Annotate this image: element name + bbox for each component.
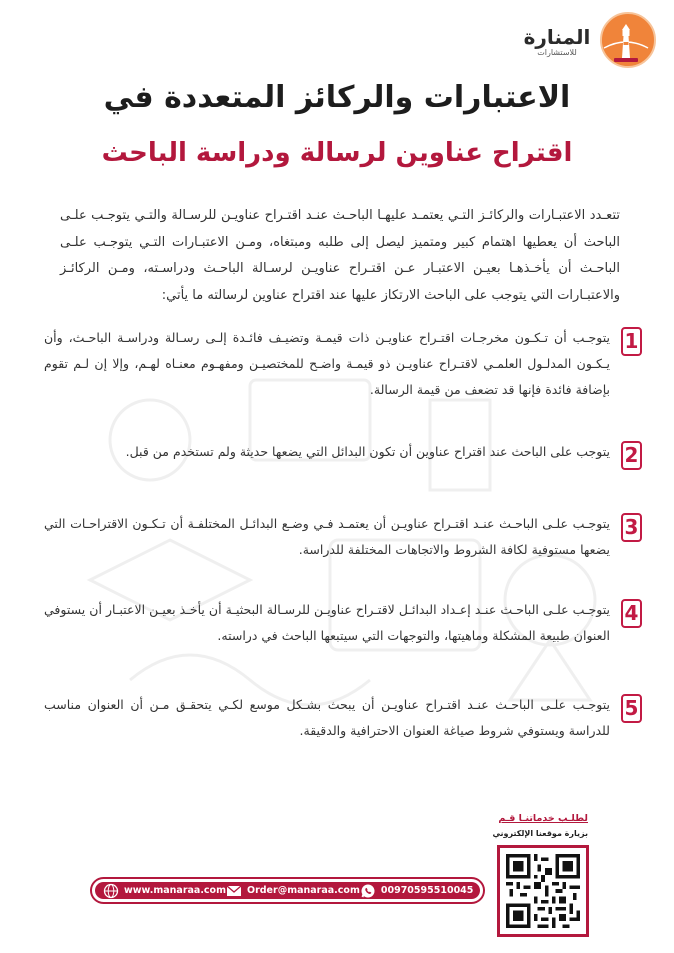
contact-bar xyxy=(90,877,485,904)
item-number-badge: 3 xyxy=(621,513,642,542)
email-text: Order@manaraa.com xyxy=(247,885,360,896)
whatsapp-icon xyxy=(360,883,376,899)
qr-call-to-action: لطلـب خدماتنـا قـم xyxy=(498,813,588,824)
page-subtitle: اقتراح عناوين لرسالة ودراسة الباحث xyxy=(101,138,573,168)
item-number-badge: 1 xyxy=(621,327,642,356)
item-number-badge: 4 xyxy=(621,599,642,628)
globe-icon xyxy=(103,883,119,899)
logo-name: المنارة xyxy=(523,25,591,49)
email-link[interactable] xyxy=(226,883,360,899)
item-number-badge: 2 xyxy=(621,441,642,470)
item-text: يتوجب على الباحث عند اقتراح عناوين أن تكون البدائل التي يضعها حديثة ولم تستخدم من قبل. xyxy=(125,444,610,459)
qr-caption: بزيارة موقعنا الإلكتروني xyxy=(492,829,588,838)
list-item xyxy=(46,511,642,591)
website-link[interactable] xyxy=(103,883,226,899)
intro-paragraph: تتعـدد الاعتبـارات والركائـز التـي يعتمـد عليهـا الباحـث عنـد اقتـراح عناويـن للرسـالة والتـي يتوجـب علـى الباحث أن يعطيها اهتمام كبير ومتميز ليصل إلى طلبه ومبتغاه، ومـن الاعتبـارات التـي يتوجـب علـى الباحـث أن يأخـذهـا بعيـن الاعتبـار عـن اقتـراح عناويـن لرسـالة الباحـث ودراسـته، ومـن الركائـز والاعتبـارات التي يتوجب على الباحث الارتكاز عليها عند اقتراح عناوين لرسالته ما يأتي: xyxy=(60,208,620,303)
page-title: الاعتبارات والركائز المتعددة في xyxy=(103,80,571,115)
envelope-icon xyxy=(226,883,242,899)
brand-logo xyxy=(516,12,656,72)
item-text: يتوجـب علـى الباحـث عنـد اقتـراح عناويـن أن يعتمـد فـي وضـع البدائـل المختلفـة أن تـكـون الاقتراحـات التي يضعها مستوفية لكافة الشروط والاتجاهات المختلفة للدراسة. xyxy=(44,516,610,557)
logo-subtitle: للاستشارات xyxy=(537,48,577,57)
list-item xyxy=(46,439,642,519)
list-item xyxy=(46,692,642,772)
list-item xyxy=(46,597,642,677)
lighthouse-icon xyxy=(600,12,656,68)
item-text: يتوجـب أن تـكـون مخرجـات اقتـراح عناويـن ذات قيمـة وتضيـف فائـدة إلـى رسـالة ودراسـة الباحـث، وأن يـكـون المدلـول العلمـي لاقتـراح عناويـن ذو قيمـة واضـح للمختصيـن ومفهـوم معنـاه لهـم، وإلا إن لـم تقوم بإضافة فائدة فإنها قد تضعف من قيمة الرسالة. xyxy=(44,330,610,397)
qr-code[interactable] xyxy=(497,845,589,937)
website-text: www.manaraa.com xyxy=(124,885,226,896)
item-text: يتوجـب علـى الباحـث عنـد اقتـراح عناويـن أن يبحث بشـكل موسع لكـي يتحقـق مـن أن العنوان مناسب للدراسة ويستوفي شروط صياغة العنوان الاحترافية والدقيقة. xyxy=(44,697,610,738)
phone-link[interactable] xyxy=(360,883,474,899)
list-item xyxy=(46,325,642,405)
item-number-badge: 5 xyxy=(621,694,642,723)
phone-text: 00970595510045 xyxy=(380,885,474,896)
item-text: يتوجـب علـى الباحـث عنـد إعـداد البدائـل لاقتـراح عناويـن للرسـالة البحثيـة أن يأخـذ بعيـن الاعتبـار أن يستوفي العنوان طبيعة المشكلة وماهيتها، والتوجهات التي سيتبعها الباحث في دراسته. xyxy=(44,602,610,643)
qr-code-icon xyxy=(506,854,580,928)
